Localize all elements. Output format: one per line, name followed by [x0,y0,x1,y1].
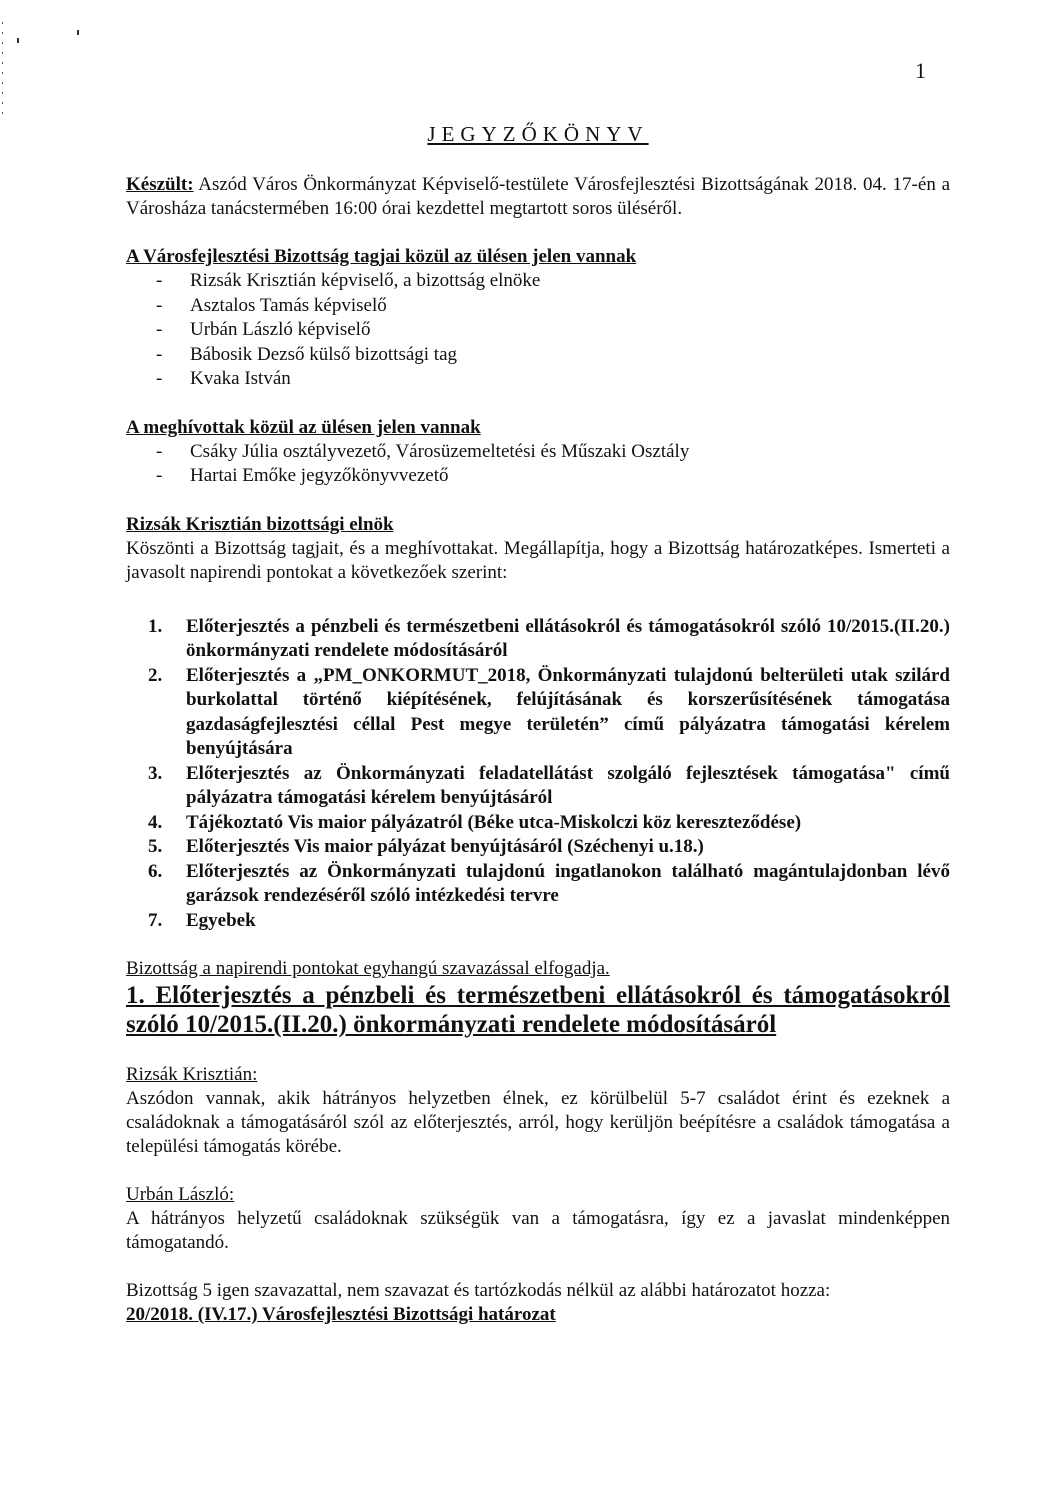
agenda-number: 5. [148,836,163,857]
document-title: JEGYZŐKÖNYV [427,122,649,146]
members-section [126,245,950,392]
list-item: - Hartai Emőke jegyzőkönyvvezető [156,464,950,489]
agenda-text: Tájékoztató Vis maior pályázatról (Béke utca-Miskolczi köz kereszteződése) [186,811,802,833]
member-name: Rizsák Krisztián képviselő, a bizottság elnöke [190,270,541,291]
agenda-item [148,909,950,934]
scan-edge-marks [2,22,6,132]
invited-name: Csáky Júlia osztályvezető, Városüzemeltetési és Műszaki Osztály [190,440,690,462]
agenda-text: Előterjesztés az Önkormányzati feladatellátást szolgáló fejlesztések támogatása" című pályázatra támogatási kérelem benyújtásáról [186,762,950,808]
agenda-accepted-note: Bizottság a napirendi pontokat egyhangú szavazással elfogadja. [126,958,610,979]
member-name: Bábosik Dezső külső bizottsági tag [190,343,458,365]
list-item: - Csáky Júlia osztályvezető, Városüzemeltetési és Műszaki Osztály [156,440,950,465]
item1-heading: 1. Előterjesztés a pénzbeli és természetbeni ellátásokról és támogatásokról szóló 10/2015.(II.20.) önkormányzati rendelete módosításáról [126,982,950,1038]
invited-section [126,416,950,489]
agenda-text: Előterjesztés az Önkormányzati tulajdonú ingatlanokon található magántulajdonban lévő garázsok rendezéséről szóló intézkedési tervre [186,860,950,906]
list-item: - Urbán László képviselő [156,318,950,343]
intro-text: Aszód Város Önkormányzat Képviselő-testülete Városfejlesztési Bizottságának 2018. 04. 17-én a Városháza tanácstermében 16:00 órai kezdettel megtartott soros üléséről. [126,174,950,219]
speech-text: A hátrányos helyzetű családoknak szükségük van a támogatásra, így ez a javaslat mindenképpen támogatandó. [126,1208,950,1253]
list-item: - Kvaka István [156,367,950,392]
vote-result: Bizottság 5 igen szavazattal, nem szavazat és tartózkodás nélkül az alábbi határozatot hozza: [126,1280,831,1301]
members-list [126,269,950,392]
chair-heading: Rizsák Krisztián bizottsági elnök [126,513,394,535]
list-item: - Rizsák Krisztián képviselő, a bizottság elnöke [156,269,950,294]
agenda-item [148,811,950,836]
list-item: - Asztalos Tamás képviselő [156,294,950,319]
agenda-item [148,762,950,811]
speech-text: Aszódon vannak, akik hátrányos helyzetben élnek, ez körülbelül 5-7 családot érint és ezeknek a családoknak a támogatásáról szól az előterjesztés, arról, hogy kerüljön beépítésre a családok támogatása a települési támogatás körébe. [126,1088,950,1157]
agenda-text: Egyebek [186,909,256,931]
agenda-text: Előterjesztés Vis maior pályázat benyújtásáról (Széchenyi u.18.) [186,836,704,857]
agenda-item [148,860,950,909]
member-name: Kvaka István [190,368,291,389]
invited-name: Hartai Emőke jegyzőkönyvvezető [190,465,449,486]
intro-label: Készült: [126,174,194,195]
speaker-name: Rizsák Krisztián: [126,1064,258,1085]
list-item: - Bábosik Dezső külső bizottsági tag [156,343,950,368]
resolution-title: 20/2018. (IV.17.) Városfejlesztési Bizottsági határozat [126,1304,556,1325]
document-body [126,122,950,1327]
intro-paragraph [126,173,950,221]
invited-heading: A meghívottak közül az ülésen jelen vannak [126,416,481,438]
agenda-number: 3. [148,762,163,784]
agenda-text: Előterjesztés a pénzbeli és természetbeni ellátásokról és támogatásokról szóló 10/2015.(II.20.) önkormányzati rendelete módosításáról [186,615,950,661]
agenda-list [126,615,950,934]
speaker-name: Urbán László: [126,1184,235,1205]
scan-speck [77,30,79,35]
agenda-item [148,615,950,664]
agenda-number: 6. [148,860,163,882]
agenda-item [148,835,950,860]
agenda-number: 7. [148,909,163,931]
agenda-number: 2. [148,664,163,686]
member-name: Asztalos Tamás képviselő [190,294,387,316]
chair-text: Köszönti a Bizottság tagjait, és a meghívottakat. Megállapítja, hogy a Bizottság határozatképes. Ismerteti a javasolt napirendi pontokat a következőek szerint: [126,537,950,583]
agenda-item [148,664,950,762]
page-number: 1 [915,58,926,83]
member-name: Urbán László képviselő [190,319,371,340]
members-heading: A Városfejlesztési Bizottság tagjai közül az ülésen jelen vannak [126,246,637,267]
invited-list [126,440,950,489]
chair-section [126,513,950,585]
agenda-number: 1. [148,615,163,637]
agenda-number: 4. [148,811,163,833]
agenda-text: Előterjesztés a „PM_ONKORMUT_2018, Önkormányzati tulajdonú belterületi utak szilárd burkolattal történő kiépítésének, felújításának és korszerűsítésének támogatása gazdaságfejlesztési céllal Pest megye területén” című pályázatra támogatási kérelem benyújtására [186,664,950,759]
scan-speck [17,38,19,43]
